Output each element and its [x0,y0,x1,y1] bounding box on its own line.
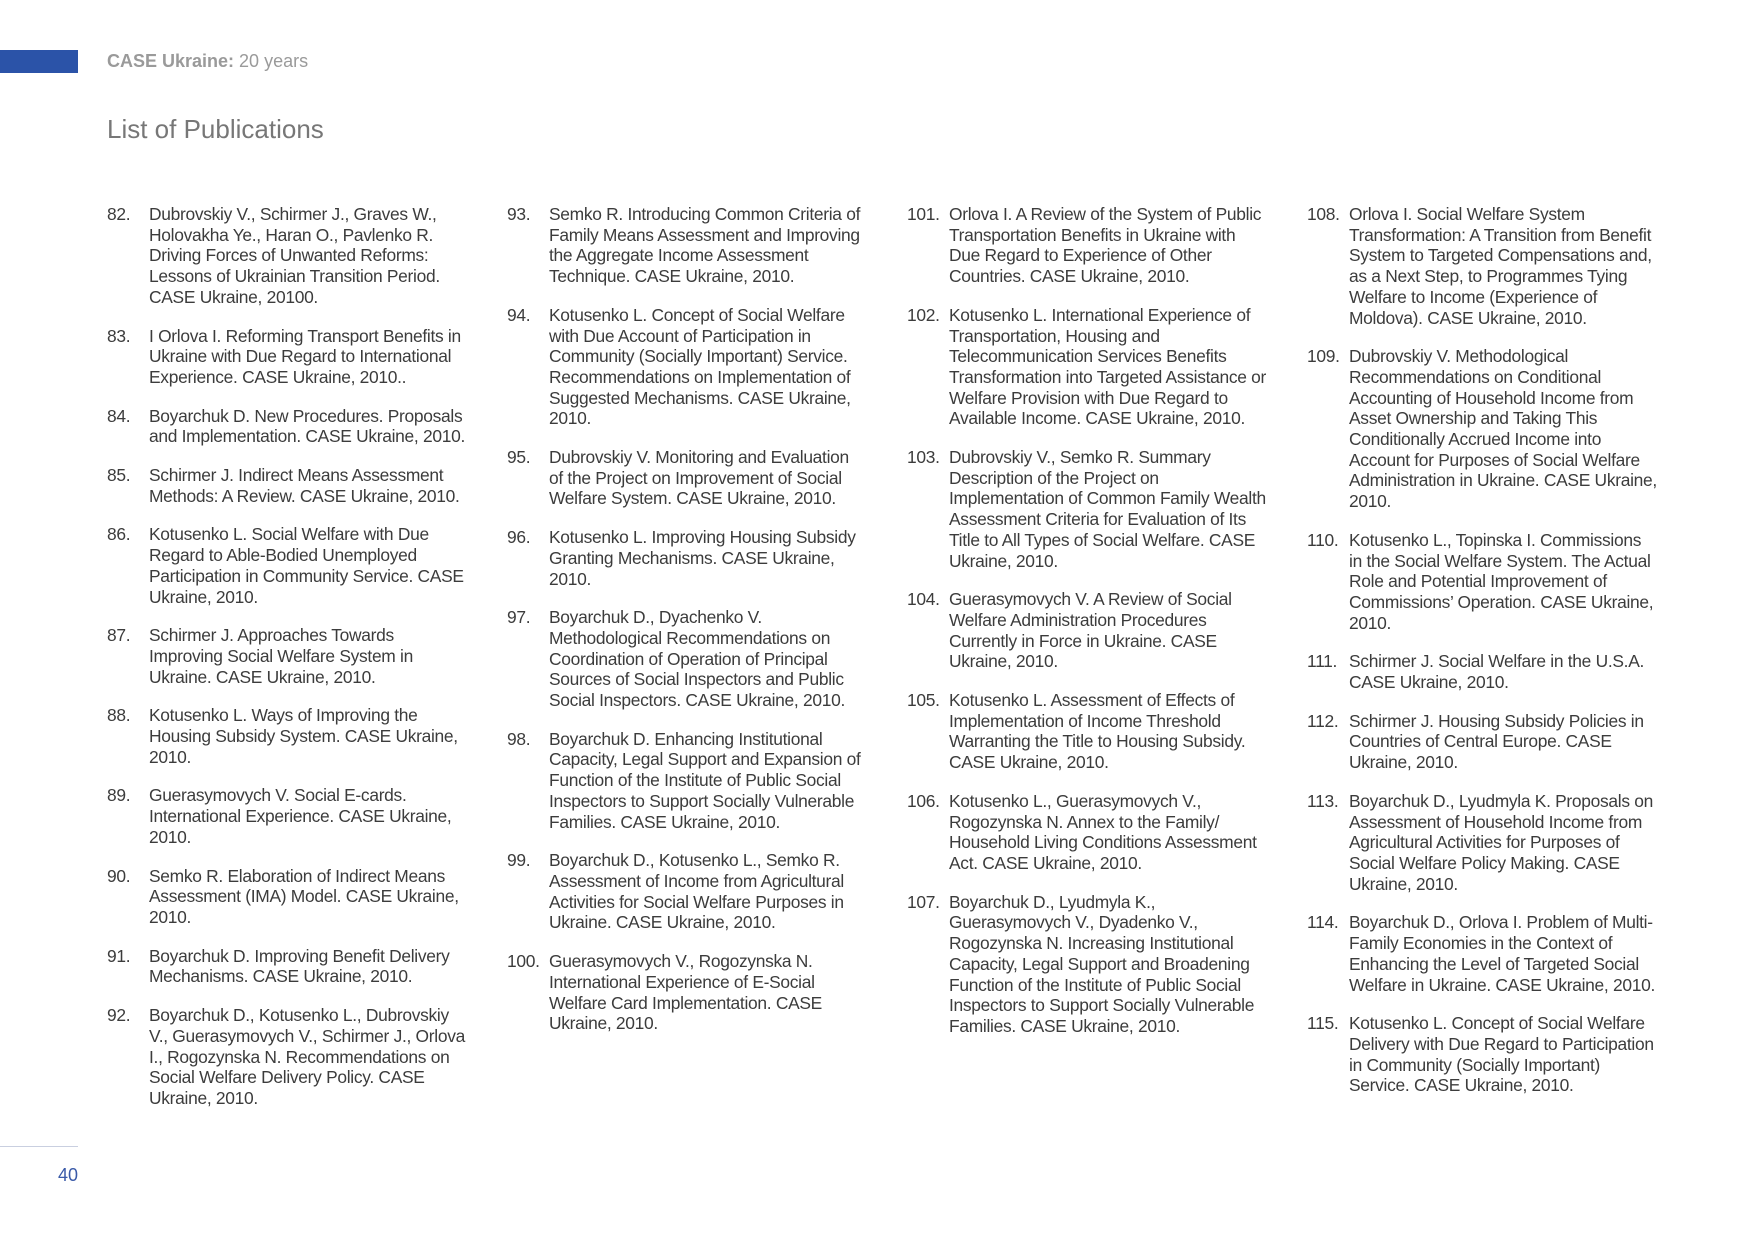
publication-number: 91. [107,945,131,966]
publication-text: Boyarchuk D., Kotusenko L., Semko R. Assessment of Income from Agricultural Activities for Social Welfare Purposes in Ukraine. CASE Ukraine, 2010. [549,850,844,933]
publication-column-1 [107,204,467,1127]
publication-number: 92. [107,1005,131,1026]
publication-item [1307,204,1657,328]
publication-number: 110. [1307,529,1339,550]
publication-text: Kotusenko L. International Experience of Transportation, Housing and Telecommunication Services Benefits Transformation into Targeted Assistance or Welfare Provision with Due Regard to Available Income. CASE Ukraine, 2010. [949,304,1267,429]
publication-text: Dubrovskiy V. Monitoring and Evaluation of the Project on Improvement of Social Welfare System. CASE Ukraine, 2010. [549,447,849,509]
publication-item [107,705,467,767]
running-head [107,50,308,73]
publication-item [107,866,467,928]
publication-item [107,785,467,847]
publication-number: 85. [107,465,131,486]
publication-text: Schirmer J. Social Welfare in the U.S.A. CASE Ukraine, 2010. [1349,651,1645,693]
publication-number: 103. [907,447,940,468]
publication-item [507,850,867,933]
publication-number: 88. [107,705,131,726]
publication-item [907,305,1267,429]
publication-text: Boyarchuk D., Kotusenko L., Dubrovskiy V., Guerasymovych V., Schirmer J., Orlova I., Rogozynska N. Recommendations on Social Welfare Delivery Policy. CASE Ukraine, 2010. [149,1005,465,1108]
publication-number: 100. [507,951,540,972]
publication-item [107,326,467,388]
publication-item [1307,530,1657,634]
publication-number: 107. [907,891,940,912]
publication-text: Guerasymovych V. A Review of Social Welfare Administration Procedures Currently in Force in Ukraine. CASE Ukraine, 2010. [949,589,1232,672]
publication-text: Orlova I. A Review of the System of Public Transportation Benefits in Ukraine with Due Regard to Experience of Other Countries. CASE Ukraine, 2010. [949,204,1262,287]
publication-number: 95. [507,447,531,468]
publication-text: Kotusenko L. Ways of Improving the Housing Subsidy System. CASE Ukraine, 2010. [149,705,458,767]
publication-item [1307,346,1657,512]
publication-number: 86. [107,524,131,545]
publication-number: 114. [1307,912,1339,933]
footer-rule [0,1146,78,1147]
publication-item [507,204,867,287]
publication-text: Schirmer J. Housing Subsidy Policies in Countries of Central Europe. CASE Ukraine, 2010. [1349,710,1644,773]
header-accent-bar [0,50,78,73]
publication-item [507,447,867,509]
publication-item [907,447,1267,571]
publication-text: Kotusenko L., Topinska I. Commissions in the Social Welfare System. The Actual Role and Potential Improvement of Commissions’ Operation. CASE Ukraine, 2010. [1349,529,1654,633]
publication-number: 101. [907,204,940,224]
publication-item [1307,1013,1657,1096]
publication-item [1307,711,1657,773]
publication-item [507,305,867,429]
publication-number: 90. [107,865,131,886]
publication-number: 96. [507,527,531,548]
publication-column-3 [907,204,1267,1055]
publication-number: 94. [507,304,531,325]
publication-number: 98. [507,728,531,749]
publication-text: Kotusenko L. Improving Housing Subsidy Granting Mechanisms. CASE Ukraine, 2010. [549,527,856,589]
publication-text: Boyarchuk D., Dyachenko V. Methodological Recommendations on Coordination of Operation of Principal Sources of Social Inspectors and Public Social Inspectors. CASE Ukraine, 2010. [549,607,845,711]
publication-text: I Orlova I. Reforming Transport Benefits in Ukraine with Due Regard to International Experience. CASE Ukraine, 2010.. [149,325,461,387]
publication-column-2 [507,204,867,1052]
publication-number: 112. [1307,710,1339,731]
publication-text: Boyarchuk D., Lyudmyla K. Proposals on Assessment of Household Income from Agricultural Activities for Purposes of Social Welfare Policy Making. CASE Ukraine, 2010. [1349,790,1654,894]
publication-number: 83. [107,325,131,346]
publication-text: Semko R. Elaboration of Indirect Means Assessment (IMA) Model. CASE Ukraine, 2010. [149,865,459,927]
publication-item [507,951,867,1034]
publication-number: 109. [1307,346,1340,367]
publication-number: 82. [107,204,131,224]
publication-item [107,946,467,987]
publication-text: Boyarchuk D. New Procedures. Proposals and Implementation. CASE Ukraine, 2010. [149,405,466,447]
publication-column-4 [1307,204,1657,1114]
publication-number: 115. [1307,1013,1339,1034]
publication-item [907,204,1267,287]
running-head-brand: CASE Ukraine: [107,51,235,71]
publication-item [507,607,867,711]
publication-item [107,625,467,687]
publication-number: 105. [907,690,940,711]
publication-number: 97. [507,607,531,628]
publication-text: Dubrovskiy V., Semko R. Summary Description of the Project on Implementation of Common Family Wealth Assessment Criteria for Evaluation of Its Title to All Types of Social Welfare. CASE Ukraine, 2010. [949,447,1266,571]
publication-number: 84. [107,405,131,426]
publication-text: Dubrovskiy V., Schirmer J., Graves W., Holovakha Ye., Haran O., Pavlenko R. Driving Forces of Unwanted Reforms: Lessons of Ukrainian Transition Period. CASE Ukraine, 20100. [149,204,440,307]
publication-text: Kotusenko L. Concept of Social Welfare Delivery with Due Regard to Participation in Community (Socially Important) Service. CASE Ukraine, 2010. [1349,1013,1654,1096]
publication-number: 87. [107,625,131,646]
page-title: List of Publications [107,114,324,144]
publication-text: Guerasymovych V. Social E-cards. International Experience. CASE Ukraine, 2010. [149,785,452,847]
publication-text: Kotusenko L. Assessment of Effects of Implementation of Income Threshold Warranting the Title to Housing Subsidy. CASE Ukraine, 2010. [949,690,1246,773]
publication-item [907,589,1267,672]
publication-item [907,690,1267,773]
publication-text: Orlova I. Social Welfare System Transformation: A Transition from Benefit System to Targeted Compensations and, as a Next Step, to Programmes Tying Welfare to Income (Experience of Moldova). CASE Ukraine, 2010. [1349,204,1652,328]
publication-text: Schirmer J. Approaches Towards Improving Social Welfare System in Ukraine. CASE Ukraine, 2010. [149,625,413,687]
publication-text: Kotusenko L. Concept of Social Welfare with Due Account of Participation in Community (Socially Important) Service. Recommendations on Implementation of Suggested Mechanisms. CASE Ukraine, 2010. [549,304,851,429]
publication-item [107,1005,467,1109]
publication-text: Dubrovskiy V. Methodological Recommendations on Conditional Accounting of Household Income from Asset Ownership and Taking This Conditionally Accrued Income into Account for Purposes of Social Welfare Administration in Ukraine. CASE Ukraine, 2010. [1349,346,1657,512]
publication-number: 111. [1307,651,1338,672]
publication-text: Boyarchuk D. Enhancing Institutional Capacity, Legal Support and Expansion of Function of the Institute of Public Social Inspectors to Support Socially Vulnerable Families. CASE Ukraine, 2010. [549,728,861,832]
publication-item [907,791,1267,874]
publication-number: 99. [507,850,531,871]
running-head-subtitle: 20 years [234,51,309,71]
publication-number: 102. [907,304,940,325]
publication-item [107,524,467,607]
publication-item [107,406,467,447]
publication-text: Boyarchuk D. Improving Benefit Delivery Mechanisms. CASE Ukraine, 2010. [149,945,450,987]
publication-item [907,892,1267,1037]
publication-text: Boyarchuk D., Orlova I. Problem of Multi-Family Economies in the Context of Enhancing the Level of Targeted Social Welfare in Ukraine. CASE Ukraine, 2010. [1349,912,1655,995]
publication-item [107,465,467,506]
page-number: 40 [58,1165,79,1185]
publication-item [507,729,867,833]
publication-item [1307,912,1657,995]
publication-number: 93. [507,204,531,224]
publication-text: Kotusenko L. Social Welfare with Due Regard to Able-Bodied Unemployed Participation in Community Service. CASE Ukraine, 2010. [149,524,464,607]
publication-text: Guerasymovych V., Rogozynska N. International Experience of E-Social Welfare Card Implementation. CASE Ukraine, 2010. [549,951,822,1034]
publication-number: 104. [907,589,940,610]
publication-number: 106. [907,790,940,811]
publication-number: 108. [1307,204,1340,224]
publication-item [107,204,467,308]
publication-text: Boyarchuk D., Lyudmyla K., Guerasymovych V., Dyadenko V., Rogozynska N. Increasing Institutional Capacity, Legal Support and Broadening Function of the Institute of Public Social Inspectors to Support Socially Vulnerable Families. CASE Ukraine, 2010. [949,891,1255,1036]
publication-text: Schirmer J. Indirect Means Assessment Methods: A Review. CASE Ukraine, 2010. [149,465,460,506]
publication-number: 89. [107,785,131,806]
publication-text: Kotusenko L., Guerasymovych V., Rogozynska N. Annex to the Family/ Household Living Conditions Assessment Act. CASE Ukraine, 2010. [949,790,1257,873]
publication-item [507,527,867,589]
publication-item [1307,651,1657,692]
publication-number: 113. [1307,790,1339,811]
publication-item [1307,791,1657,895]
publication-text: Semko R. Introducing Common Criteria of Family Means Assessment and Improving the Aggregate Income Assessment Technique. CASE Ukraine, 2010. [549,204,861,287]
